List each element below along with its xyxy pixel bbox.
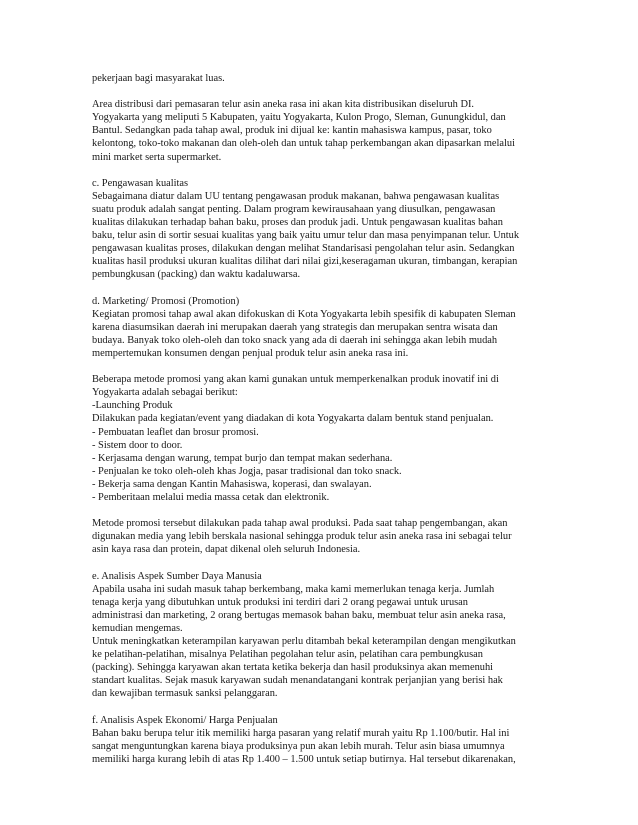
text-line: baku, telur asin di sortir sesuai kualitas yang baik yaitu umur telur dan masa penyimpanan telur. Untuk: [92, 230, 520, 242]
paragraph: [92, 98, 552, 163]
paragraph: [92, 295, 552, 360]
text-block: [92, 98, 552, 163]
text-line: mempertemukan konsumen dengan penjual produk telur asin aneka rasa ini.: [92, 347, 409, 359]
text-line: kelontong, toko-toko makanan dan oleh-oleh dan untuk tahap perkembangan akan dipasarkan melalui: [92, 138, 515, 150]
text-line: Untuk meningkatkan keterampilan karyawan perlu ditambah bekal keterampilan dengan mengikutkan: [92, 636, 516, 648]
paragraph: [92, 177, 552, 282]
text-line: - Bekerja sama dengan Kantin Mahasiswa, koperasi, dan swalayan.: [92, 478, 372, 490]
text-line: Sebagaimana diatur dalam UU tentang pengawasan produk makanan, bahwa pengawasan kualitas: [92, 190, 500, 202]
text-block: [92, 373, 552, 504]
text-line: dan kewajiban termasuk sanksi pelanggaran.: [92, 688, 278, 700]
text-line: Area distribusi dari pemasaran telur asin aneka rasa ini akan kita distribusikan diseluruh DI.: [92, 99, 475, 111]
text-line: pekerjaan bagi masyarakat luas.: [92, 73, 225, 84]
text-line: pengawasan kualitas proses, dilakukan dengan melihat Standarisasi pengolahan telur asin. Sedangkan: [92, 243, 515, 255]
text-line: Apabila usaha ini sudah masuk tahap berkembang, maka kami memerlukan tenaga kerja. Jumlah: [92, 583, 495, 595]
text-line: pembungkusan (packing) dan waktu kadaluwarsa.: [92, 269, 301, 281]
text-line: - Pemberitaan melalui media massa cetak dan elektronik.: [92, 492, 330, 503]
text-line: budaya. Banyak toko oleh-oleh dan toko snack yang ada di daerah ini sehingga akan lebih mudah: [92, 334, 498, 346]
text-block: [92, 517, 552, 556]
text-line: Yogyakarta adalah sebagai berikut:: [92, 387, 238, 399]
text-line: - Penjualan ke toko oleh-oleh khas Jogja, pasar tradisional dan toko snack.: [92, 465, 402, 477]
text-line: administrasi dan marketing, 2 orang bertugas memasok bahan baku, membuat telur asin aneka rasa,: [92, 609, 506, 621]
text-line: karena diasumsikan daerah ini merupakan daerah yang strategis dan merupakan sentra wisata dan: [92, 321, 498, 333]
text-line: kemudian mengemas.: [92, 622, 183, 634]
text-line: Bahan baku berupa telur itik memiliki harga pasaran yang relatif murah yaitu Rp 1.100/butir. Hal ini: [92, 727, 510, 739]
text-line: suatu produk adalah sangat penting. Dalam program kewirausahaan yang diusulkan, pengawasan: [92, 203, 496, 215]
text-line: - Sistem door to door.: [92, 439, 183, 451]
document-page: [92, 72, 552, 779]
text-line: ke pelatihan-pelatihan, misalnya Pelatihan pegolahan telur asin, pelatihan cara pembungkusan: [92, 649, 483, 661]
text-line: memiliki harga kurang lebih di atas Rp 1.400 – 1.500 untuk setiap butirnya. Hal tersebut dikarenakan,: [92, 753, 516, 765]
text-line: - Kerjasama dengan warung, tempat burjo dan tempat makan sederhana.: [92, 452, 393, 464]
text-line: tenaga kerja yang dibutuhkan untuk produksi ini terdiri dari 2 orang pegawai untuk urusan: [92, 596, 468, 608]
text-line: Metode promosi tersebut dilakukan pada tahap awal produksi. Pada saat tahap pengembangan, akan: [92, 518, 508, 530]
text-line: sangat menguntungkan karena biaya produksinya pun akan lebih murah. Telur asin biasa umumnya: [92, 740, 505, 752]
text-line: Kegiatan promosi tahap awal akan difokuskan di Kota Yogyakarta lebih spesifik di kabupaten Sleman: [92, 308, 516, 320]
text-line: standart kualitas. Sejak masuk karyawan sudah menandatangani kontrak perjanjian yang berisi hak: [92, 675, 503, 687]
text-block: [92, 72, 552, 85]
text-line: Bantul. Sedangkan pada tahap awal, produk ini dijual ke: kantin mahasiswa kampus, pasar, toko: [92, 125, 492, 137]
text-block: [92, 714, 552, 766]
text-line: asin kaya rasa dan protein, dapat dikenal oleh seluruh Indonesia.: [92, 544, 361, 556]
paragraph: [92, 517, 552, 556]
text-line: f. Analisis Aspek Ekonomi/ Harga Penjualan: [92, 714, 278, 726]
text-line: e. Analisis Aspek Sumber Daya Manusia: [92, 570, 262, 582]
text-line: -Launching Produk: [92, 400, 173, 412]
text-block: [92, 177, 552, 282]
text-block: [92, 295, 552, 360]
paragraph: [92, 714, 552, 766]
text-line: Beberapa metode promosi yang akan kami gunakan untuk memperkenalkan produk inovatif ini di: [92, 374, 499, 386]
text-line: - Pembuatan leaflet dan brosur promosi.: [92, 426, 259, 438]
paragraph: [92, 72, 552, 85]
text-line: digunakan media yang lebih berskala nasional sehingga produk telur asin aneka rasa ini sebagai telur: [92, 531, 512, 543]
text-line: kualitas hasil produksi ukuran kualitas dilihat dari nilai gizi,keseragaman ukuran, timbangan, kerapian: [92, 256, 518, 268]
paragraph: [92, 373, 552, 504]
text-line: Yogyakarta yang meliputi 5 Kabupaten, yaitu Yogyakarta, Kulon Progo, Sleman, Gunungkidul, dan: [92, 112, 506, 124]
text-line: c. Pengawasan kualitas: [92, 177, 189, 189]
text-block: [92, 570, 552, 701]
paragraph: [92, 570, 552, 701]
text-line: d. Marketing/ Promosi (Promotion): [92, 295, 240, 307]
text-line: (packing). Sehingga karyawan akan tertata ketika bekerja dan hasil produksinya akan memenuhi: [92, 662, 494, 674]
text-line: mini market serta supermarket.: [92, 151, 222, 163]
text-line: kualitas dilakukan terhadap bahan baku, proses dan produk jadi. Untuk pengawasan kualitas bahan: [92, 217, 503, 229]
text-line: Dilakukan pada kegiatan/event yang diadakan di kota Yogyakarta dalam bentuk stand penjualan.: [92, 413, 494, 425]
